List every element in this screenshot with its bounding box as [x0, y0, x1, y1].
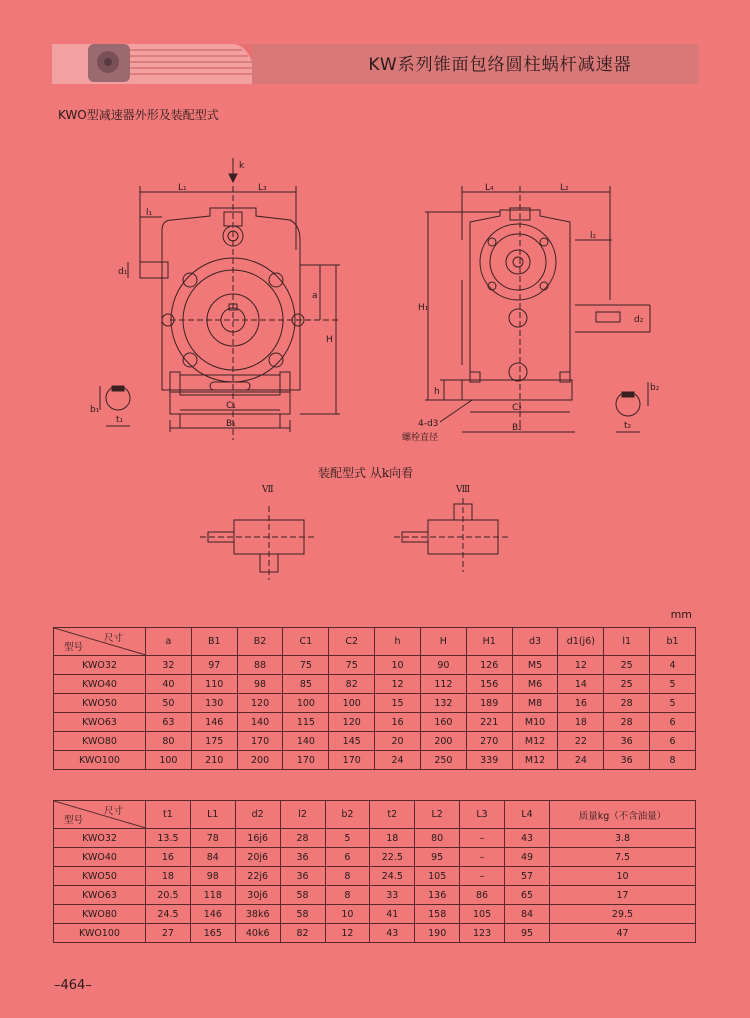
table-cell: 80 — [146, 732, 192, 751]
table-cell: 221 — [466, 713, 512, 732]
table-cell: 10 — [325, 905, 370, 924]
table-cell: 123 — [460, 924, 505, 943]
column-header: H — [420, 628, 466, 656]
table-cell: 105 — [460, 905, 505, 924]
svg-text:B₂: B₂ — [512, 423, 522, 433]
svg-text:L₁: L₁ — [178, 183, 187, 193]
table-cell: 126 — [466, 656, 512, 675]
table-cell: 58 — [280, 905, 325, 924]
column-header: C2 — [329, 628, 375, 656]
table-cell: 12 — [558, 656, 604, 675]
table-cell: 98 — [237, 675, 283, 694]
front-view — [90, 158, 340, 440]
table-row — [54, 694, 696, 713]
table-cell: 58 — [280, 886, 325, 905]
table-cell: 10 — [550, 867, 696, 886]
corner-model-label: 型号 — [64, 815, 84, 826]
model-cell: KWO100 — [54, 751, 146, 770]
table-cell: 200 — [237, 751, 283, 770]
bolt-diameter-label: 螺栓直径 — [402, 433, 439, 443]
table-cell: 145 — [329, 732, 375, 751]
corner-model-label: 型号 — [64, 642, 84, 653]
model-cell: KWO80 — [54, 905, 146, 924]
column-header: l2 — [280, 801, 325, 829]
model-cell: KWO50 — [54, 867, 146, 886]
svg-text:d₂: d₂ — [634, 315, 644, 325]
table-row — [54, 713, 696, 732]
table-cell: 65 — [505, 886, 550, 905]
table-cell: – — [460, 829, 505, 848]
table-cell: 175 — [191, 732, 237, 751]
column-header: H1 — [466, 628, 512, 656]
outline-drawing — [0, 150, 750, 480]
table-row — [54, 905, 696, 924]
svg-text:h: h — [434, 387, 440, 397]
table-row — [54, 886, 696, 905]
table-cell: 24.5 — [370, 867, 415, 886]
spec-table-2 — [53, 800, 696, 943]
corner-dimension-label: 尺寸 — [103, 806, 123, 817]
model-cell: KWO40 — [54, 848, 146, 867]
table-cell: 22.5 — [370, 848, 415, 867]
table-cell: 120 — [237, 694, 283, 713]
table-cell: M12 — [512, 732, 558, 751]
table-row — [54, 924, 696, 943]
table-cell: 36 — [280, 848, 325, 867]
table-cell: 85 — [283, 675, 329, 694]
column-header: B2 — [237, 628, 283, 656]
corner-dimension-label: 尺寸 — [103, 633, 123, 644]
svg-text:b₂: b₂ — [650, 383, 660, 393]
table-cell: 105 — [415, 867, 460, 886]
table-cell: 75 — [283, 656, 329, 675]
table-cell: 18 — [370, 829, 415, 848]
table-row — [54, 848, 696, 867]
table-cell: 88 — [237, 656, 283, 675]
table-cell: 6 — [325, 848, 370, 867]
table-cell: 18 — [558, 713, 604, 732]
table-cell: 32 — [146, 656, 192, 675]
table-cell: 95 — [415, 848, 460, 867]
assembly-forms-drawing — [200, 480, 520, 590]
model-cell: KWO100 — [54, 924, 146, 943]
gearbox-thumbnail — [88, 44, 130, 82]
svg-text:C₂: C₂ — [512, 403, 522, 413]
table-cell: 63 — [146, 713, 192, 732]
spec-table-1 — [53, 627, 696, 770]
table-cell: 17 — [550, 886, 696, 905]
table-cell: 170 — [237, 732, 283, 751]
column-header: L4 — [505, 801, 550, 829]
svg-text:t₁: t₁ — [116, 415, 124, 425]
spec-table-1-header — [54, 628, 696, 656]
table-cell: 100 — [283, 694, 329, 713]
column-header: L3 — [460, 801, 505, 829]
table-cell: M5 — [512, 656, 558, 675]
column-header: b1 — [650, 628, 696, 656]
table-cell: 120 — [329, 713, 375, 732]
table-cell: 170 — [329, 751, 375, 770]
table-cell: 5 — [650, 694, 696, 713]
form-7-label: Ⅶ — [262, 485, 274, 495]
column-header: d1(j6) — [558, 628, 604, 656]
side-view — [402, 183, 660, 443]
table-cell: 100 — [329, 694, 375, 713]
table-cell: 140 — [237, 713, 283, 732]
table-cell: 170 — [283, 751, 329, 770]
table-cell: 30j6 — [235, 886, 280, 905]
model-cell: KWO80 — [54, 732, 146, 751]
table-cell: 16j6 — [235, 829, 280, 848]
table-cell: 57 — [505, 867, 550, 886]
svg-text:L₄: L₄ — [485, 183, 494, 193]
table-cell: 41 — [370, 905, 415, 924]
table-cell: 20.5 — [146, 886, 191, 905]
table-cell: 82 — [280, 924, 325, 943]
table-cell: 24.5 — [146, 905, 191, 924]
page-title: KW系列锥面包络圆柱蜗杆减速器 — [368, 55, 632, 75]
bolt-count-label: 4-d3 — [418, 419, 439, 429]
table-cell: 18 — [146, 867, 191, 886]
table-cell: 40k6 — [235, 924, 280, 943]
table-cell: 130 — [191, 694, 237, 713]
table-cell: 49 — [505, 848, 550, 867]
table-cell: 146 — [191, 713, 237, 732]
svg-text:H: H — [326, 335, 333, 345]
view-label-k: k — [239, 161, 245, 171]
table-cell: 115 — [283, 713, 329, 732]
table-cell: 82 — [329, 675, 375, 694]
table-cell: 36 — [604, 751, 650, 770]
table-cell: 13.5 — [146, 829, 191, 848]
table-cell: 43 — [505, 829, 550, 848]
model-cell: KWO32 — [54, 829, 146, 848]
table-cell: 3.8 — [550, 829, 696, 848]
assembly-title: 装配型式 从k向看 — [318, 466, 414, 480]
table-cell: 25 — [604, 656, 650, 675]
table-cell: 33 — [370, 886, 415, 905]
table-cell: 6 — [650, 732, 696, 751]
table-row — [54, 656, 696, 675]
column-header: d2 — [235, 801, 280, 829]
table-cell: 36 — [604, 732, 650, 751]
table-cell: 75 — [329, 656, 375, 675]
svg-text:L₂: L₂ — [560, 183, 569, 193]
column-header: L2 — [415, 801, 460, 829]
table-row — [54, 867, 696, 886]
svg-text:B₁: B₁ — [226, 419, 236, 429]
table-row — [54, 732, 696, 751]
table-cell: 12 — [325, 924, 370, 943]
model-cell: KWO63 — [54, 886, 146, 905]
table-cell: 156 — [466, 675, 512, 694]
table-cell: 160 — [420, 713, 466, 732]
table-cell: 112 — [420, 675, 466, 694]
table-cell: 36 — [280, 867, 325, 886]
svg-text:b₁: b₁ — [90, 405, 100, 415]
table-cell: 20 — [375, 732, 421, 751]
column-header: h — [375, 628, 421, 656]
table-cell: 84 — [505, 905, 550, 924]
unit-label: mm — [670, 608, 692, 621]
table-cell: 95 — [505, 924, 550, 943]
column-header: C1 — [283, 628, 329, 656]
table-cell: 158 — [415, 905, 460, 924]
column-header: b2 — [325, 801, 370, 829]
table-cell: 22j6 — [235, 867, 280, 886]
table-cell: 97 — [191, 656, 237, 675]
spec-table-1-body — [54, 656, 696, 770]
table-cell: M12 — [512, 751, 558, 770]
table-cell: 8 — [325, 886, 370, 905]
spec-table-2-header — [54, 801, 696, 829]
header-row — [54, 628, 696, 656]
model-cell: KWO32 — [54, 656, 146, 675]
table-cell: 40 — [146, 675, 192, 694]
table-cell: – — [460, 867, 505, 886]
column-header: 质量kg（不含油量） — [550, 801, 696, 829]
svg-text:l₂: l₂ — [590, 231, 597, 241]
column-header: l1 — [604, 628, 650, 656]
table-cell: 270 — [466, 732, 512, 751]
table-cell: 132 — [420, 694, 466, 713]
table-cell: 25 — [604, 675, 650, 694]
table-cell: 8 — [325, 867, 370, 886]
table-cell: 5 — [325, 829, 370, 848]
model-cell: KWO40 — [54, 675, 146, 694]
table-cell: 210 — [191, 751, 237, 770]
svg-text:L₃: L₃ — [258, 183, 267, 193]
corner-header — [54, 801, 146, 829]
table-cell: 16 — [558, 694, 604, 713]
table-cell: 7.5 — [550, 848, 696, 867]
spec-table-2-body — [54, 829, 696, 943]
table-cell: 28 — [604, 713, 650, 732]
column-header: t2 — [370, 801, 415, 829]
header-row — [54, 801, 696, 829]
table-cell: M8 — [512, 694, 558, 713]
table-cell: 5 — [650, 675, 696, 694]
svg-text:H₁: H₁ — [418, 303, 429, 313]
svg-text:l₁: l₁ — [146, 208, 153, 218]
column-header: d3 — [512, 628, 558, 656]
table-cell: 15 — [375, 694, 421, 713]
table-cell: 24 — [558, 751, 604, 770]
table-cell: 90 — [420, 656, 466, 675]
table-cell: 250 — [420, 751, 466, 770]
table-row — [54, 751, 696, 770]
table-cell: 84 — [190, 848, 235, 867]
table-cell: 80 — [415, 829, 460, 848]
table-cell: 47 — [550, 924, 696, 943]
table-cell: 20j6 — [235, 848, 280, 867]
column-header: L1 — [190, 801, 235, 829]
header-band — [52, 40, 698, 88]
table-cell: 10 — [375, 656, 421, 675]
table-cell: 16 — [375, 713, 421, 732]
table-cell: 6 — [650, 713, 696, 732]
table-cell: 22 — [558, 732, 604, 751]
table-cell: 14 — [558, 675, 604, 694]
table-cell: 4 — [650, 656, 696, 675]
svg-text:d₁: d₁ — [118, 267, 128, 277]
table-cell: 118 — [190, 886, 235, 905]
svg-text:t₂: t₂ — [624, 421, 632, 431]
form-8-label: Ⅷ — [456, 485, 471, 495]
table-cell: 29.5 — [550, 905, 696, 924]
table-cell: 50 — [146, 694, 192, 713]
table-row — [54, 675, 696, 694]
table-cell: 100 — [146, 751, 192, 770]
table-cell: 43 — [370, 924, 415, 943]
table-cell: 140 — [283, 732, 329, 751]
svg-text:a: a — [312, 291, 318, 301]
corner-header — [54, 628, 146, 656]
table-cell: 200 — [420, 732, 466, 751]
table-cell: 98 — [190, 867, 235, 886]
column-header: B1 — [191, 628, 237, 656]
table-cell: – — [460, 848, 505, 867]
page-number: –464– — [54, 978, 92, 993]
table-cell: 8 — [650, 751, 696, 770]
table-cell: 146 — [190, 905, 235, 924]
section-title: KWO型减速器外形及装配型式 — [58, 108, 219, 122]
table-cell: 28 — [280, 829, 325, 848]
table-cell: 78 — [190, 829, 235, 848]
table-cell: 165 — [190, 924, 235, 943]
table-cell: M10 — [512, 713, 558, 732]
table-cell: 190 — [415, 924, 460, 943]
table-cell: 24 — [375, 751, 421, 770]
model-cell: KWO63 — [54, 713, 146, 732]
svg-text:C₁: C₁ — [226, 401, 236, 411]
table-cell: 12 — [375, 675, 421, 694]
table-cell: 136 — [415, 886, 460, 905]
table-cell: 110 — [191, 675, 237, 694]
table-cell: 27 — [146, 924, 191, 943]
table-cell: 86 — [460, 886, 505, 905]
table-cell: 339 — [466, 751, 512, 770]
model-cell: KWO50 — [54, 694, 146, 713]
table-cell: 16 — [146, 848, 191, 867]
table-cell: 189 — [466, 694, 512, 713]
column-header: t1 — [146, 801, 191, 829]
column-header: a — [146, 628, 192, 656]
table-cell: M6 — [512, 675, 558, 694]
table-row — [54, 829, 696, 848]
table-cell: 28 — [604, 694, 650, 713]
table-cell: 38k6 — [235, 905, 280, 924]
